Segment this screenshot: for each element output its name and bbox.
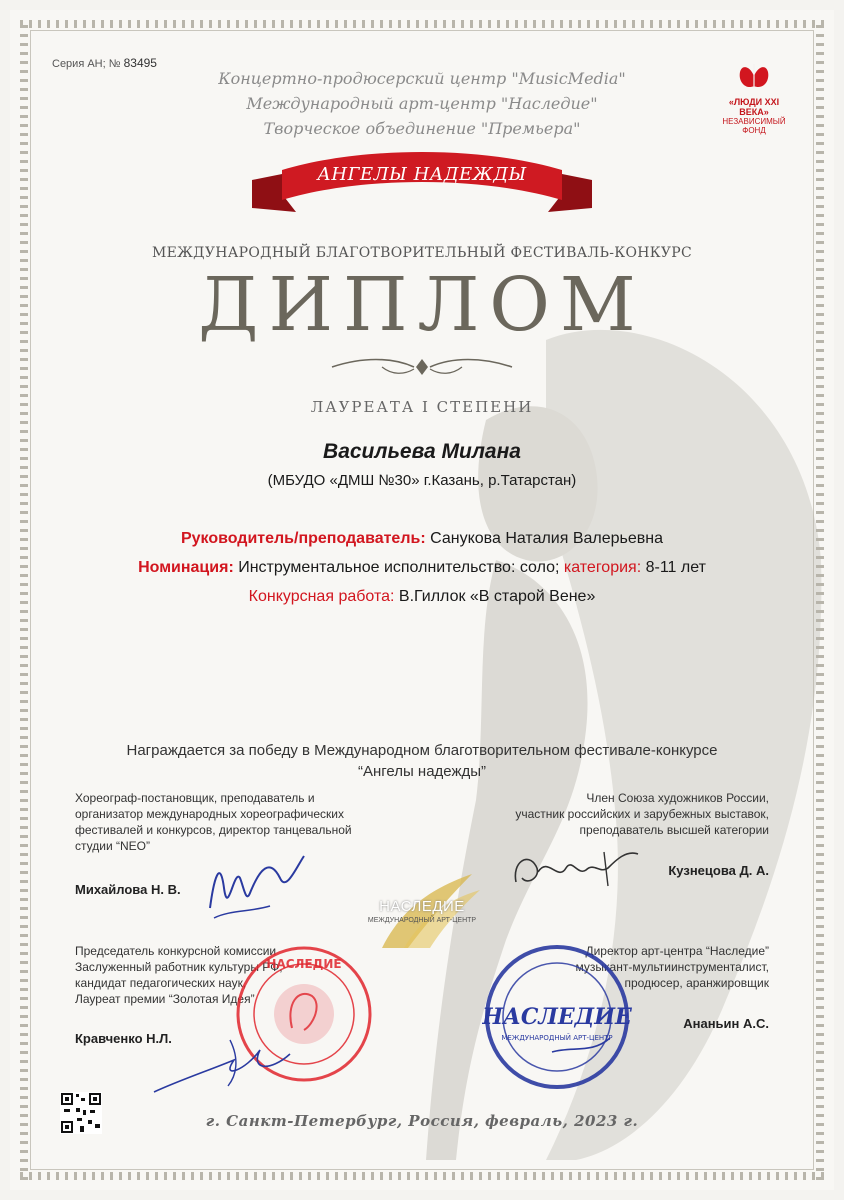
signatory-left-top-title xyxy=(75,790,405,854)
signature-kravchenko xyxy=(150,1030,300,1100)
signatory-title-line: Директор арт-центра “Наследие” xyxy=(585,944,769,958)
recipient-institution: (МБУДО «ДМШ №30» г.Казань, р.Татарстан) xyxy=(267,472,577,489)
signatory-right-bottom-name: Ананьин А.С. xyxy=(683,1016,769,1031)
work-label: Конкурсная работа: xyxy=(248,588,395,605)
signatory-title-line: организатор международных хореографических xyxy=(75,807,344,821)
fund-name: «ЛЮДИ XXI ВЕКА» xyxy=(728,97,780,117)
category-value: 8-11 лет xyxy=(645,559,706,576)
award-line: Награждается за победу в Международном благотворительном фестивале-конкурсе xyxy=(126,742,718,759)
nomination-line xyxy=(40,559,804,577)
ribbon-title: АНГЕЛЫ НАДЕЖДЫ xyxy=(317,164,527,185)
signatory-title-line: Хореограф-постановщик, преподаватель и xyxy=(75,791,315,805)
work-line xyxy=(40,588,804,606)
award-line: “Ангелы надежды” xyxy=(357,763,487,780)
signatory-title-line: Заслуженный работник культуры РФ, xyxy=(75,960,283,974)
red-stamp-text: НАСЛЕДИЕ xyxy=(266,957,342,971)
signatory-right-top-name: Кузнецова Д. А. xyxy=(668,863,769,878)
document-title: ДИПЛОМ xyxy=(198,262,646,348)
signatory-title-line: Председатель конкурсной комиссии xyxy=(75,944,277,958)
signatory-title-line: участник российских и зарубежных выставок, xyxy=(515,807,769,821)
series-value: 83495 xyxy=(123,56,157,70)
series-number xyxy=(52,56,157,70)
butterfly-icon xyxy=(736,60,772,90)
red-ribbon xyxy=(252,150,592,220)
signatory-title-line: преподаватель высшей категории xyxy=(579,823,769,837)
recipient-name: Васильева Милана xyxy=(323,440,521,463)
category-label: категория: xyxy=(563,559,642,576)
center-logo-title: НАСЛЕДИЕ xyxy=(379,898,465,915)
work-value: В.Гиллок «В старой Вене» xyxy=(398,588,596,605)
organizer-line: Международный арт-центр "Наследие" xyxy=(246,94,598,113)
award-statement xyxy=(60,740,784,782)
signatory-title-line: Член Союза художников России, xyxy=(586,791,769,805)
organizer-line: Концертно-продюсерский центр "MusicMedia" xyxy=(218,69,626,88)
nomination-label: Номинация: xyxy=(138,559,234,576)
signatory-title-line: кандидат педагогических наук, xyxy=(75,976,247,990)
fund-caption: НЕЗАВИСИМЫЙ ФОНД xyxy=(722,117,786,135)
organizers-block xyxy=(150,66,694,141)
series-label: Серия АН; № xyxy=(52,58,121,70)
blue-stamp-title: НАСЛЕДИЕ xyxy=(482,1004,632,1030)
signatory-left-bottom-name: Кравченко Н.Л. xyxy=(75,1031,172,1046)
signatory-title-line: музыкант-мультиинструменталист, xyxy=(575,960,769,974)
teacher-value: Санукова Наталия Валерьевна xyxy=(430,530,664,547)
laureate-degree: ЛАУРЕАТА I СТЕПЕНИ xyxy=(310,398,534,416)
blue-stamp xyxy=(482,942,632,1092)
center-logo-subtitle: МЕЖДУНАРОДНЫЙ АРТ-ЦЕНТР xyxy=(367,917,477,924)
signatory-title-line: продюсер, аранжировщик xyxy=(624,976,769,990)
signatory-right-top-title xyxy=(439,790,769,838)
nomination-value: Инструментальное исполнительство: соло; xyxy=(238,559,560,576)
signatory-title-line: Лауреат премии “Золотая Идея” xyxy=(75,992,255,1006)
ornament-flourish xyxy=(322,355,522,379)
festival-subtitle: МЕЖДУНАРОДНЫЙ БЛАГОТВОРИТЕЛЬНЫЙ ФЕСТИВАЛЬ-КОНКУРС xyxy=(151,245,693,261)
teacher-label: Руководитель/преподаватель: xyxy=(180,530,426,547)
blue-stamp-subtitle: МЕЖДУНАРОДНЫЙ АРТ-ЦЕНТР xyxy=(501,1034,613,1042)
signature-kuznetsova xyxy=(508,842,648,898)
signatory-title-line: фестивалей и конкурсов, директор танцевальной xyxy=(75,823,352,837)
signatory-title-line: студии “NEO” xyxy=(75,839,150,853)
place-and-date: г. Санкт-Петербург, Россия, февраль, 2023 г. xyxy=(205,1112,639,1130)
fund-logo xyxy=(714,60,794,135)
signatory-left-top-name: Михайлова Н. В. xyxy=(75,882,181,897)
teacher-line xyxy=(40,530,804,548)
organizer-line: Творческое объединение "Премьера" xyxy=(263,119,581,138)
signature-mikhailova xyxy=(200,848,310,928)
